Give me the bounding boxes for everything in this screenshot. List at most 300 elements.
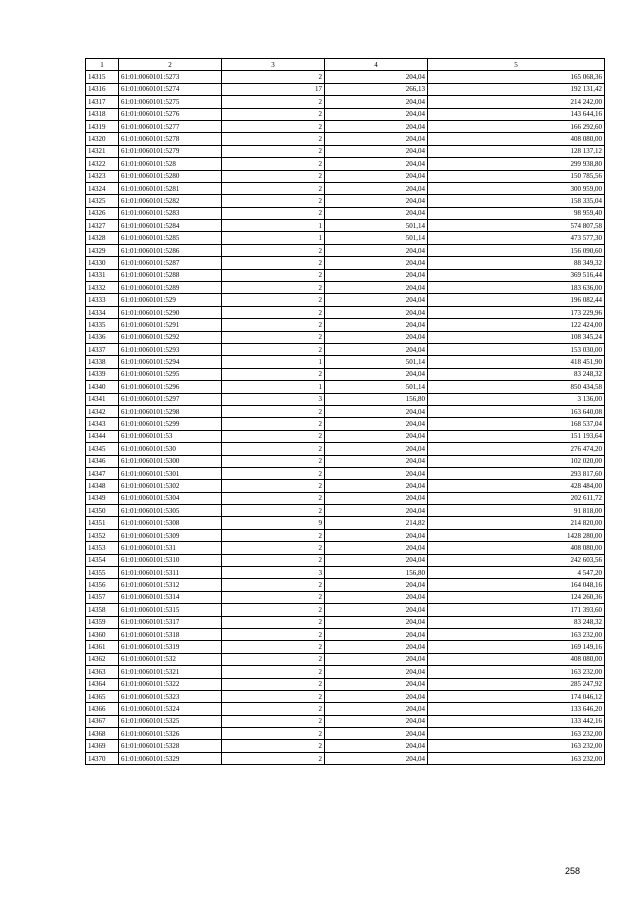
value-cell: 204,04 xyxy=(325,455,428,467)
table-row xyxy=(86,108,605,120)
quantity-cell: 2 xyxy=(222,678,325,690)
column-header-5: 5 xyxy=(428,59,605,71)
cadastral-number-cell: 61:01:0060101:5298 xyxy=(119,405,222,417)
row-number-cell: 14350 xyxy=(86,505,119,517)
table-row xyxy=(86,207,605,219)
quantity-cell: 1 xyxy=(222,220,325,232)
cadastral-number-cell: 61:01:0060101:5301 xyxy=(119,467,222,479)
table-row xyxy=(86,282,605,294)
total-cell: 153 030,00 xyxy=(428,343,605,355)
cadastral-number-cell: 61:01:0060101:5286 xyxy=(119,244,222,256)
row-number-cell: 14367 xyxy=(86,715,119,727)
table-row xyxy=(86,430,605,442)
cadastral-number-cell: 61:01:0060101:529 xyxy=(119,294,222,306)
value-cell: 204,04 xyxy=(325,108,428,120)
quantity-cell: 2 xyxy=(222,145,325,157)
cadastral-number-cell: 61:01:0060101:5274 xyxy=(119,83,222,95)
cadastral-number-cell: 61:01:0060101:5280 xyxy=(119,170,222,182)
total-cell: 163 232,00 xyxy=(428,752,605,764)
row-number-cell: 14339 xyxy=(86,368,119,380)
total-cell: 169 149,16 xyxy=(428,641,605,653)
table-row xyxy=(86,455,605,467)
cadastral-number-cell: 61:01:0060101:5290 xyxy=(119,306,222,318)
row-number-cell: 14330 xyxy=(86,257,119,269)
value-cell: 214,82 xyxy=(325,517,428,529)
value-cell: 204,04 xyxy=(325,158,428,170)
value-cell: 204,04 xyxy=(325,343,428,355)
header-row xyxy=(86,59,605,71)
table-row xyxy=(86,641,605,653)
table-row xyxy=(86,306,605,318)
value-cell: 204,04 xyxy=(325,133,428,145)
table-row xyxy=(86,96,605,108)
row-number-cell: 14356 xyxy=(86,579,119,591)
table-row xyxy=(86,232,605,244)
cadastral-number-cell: 61:01:0060101:5282 xyxy=(119,195,222,207)
row-number-cell: 14329 xyxy=(86,244,119,256)
quantity-cell: 2 xyxy=(222,71,325,83)
quantity-cell: 2 xyxy=(222,443,325,455)
table-row xyxy=(86,170,605,182)
value-cell: 204,04 xyxy=(325,703,428,715)
table-row xyxy=(86,480,605,492)
table-row xyxy=(86,616,605,628)
quantity-cell: 2 xyxy=(222,430,325,442)
row-number-cell: 14324 xyxy=(86,182,119,194)
row-number-cell: 14359 xyxy=(86,616,119,628)
value-cell: 204,04 xyxy=(325,294,428,306)
row-number-cell: 14319 xyxy=(86,120,119,132)
row-number-cell: 14361 xyxy=(86,641,119,653)
quantity-cell: 2 xyxy=(222,343,325,355)
row-number-cell: 14362 xyxy=(86,653,119,665)
cadastral-number-cell: 61:01:0060101:5287 xyxy=(119,257,222,269)
row-number-cell: 14323 xyxy=(86,170,119,182)
row-number-cell: 14343 xyxy=(86,418,119,430)
total-cell: 124 260,36 xyxy=(428,591,605,603)
total-cell: 163 232,00 xyxy=(428,666,605,678)
total-cell: 164 048,16 xyxy=(428,579,605,591)
cadastral-number-cell: 61:01:0060101:5293 xyxy=(119,343,222,355)
cadastral-number-cell: 61:01:0060101:5300 xyxy=(119,455,222,467)
quantity-cell: 2 xyxy=(222,690,325,702)
value-cell: 204,04 xyxy=(325,542,428,554)
table-row xyxy=(86,319,605,331)
row-number-cell: 14347 xyxy=(86,467,119,479)
quantity-cell: 2 xyxy=(222,455,325,467)
quantity-cell: 2 xyxy=(222,740,325,752)
total-cell: 165 068,36 xyxy=(428,71,605,83)
total-cell: 108 345,24 xyxy=(428,331,605,343)
column-header-4: 4 xyxy=(325,59,428,71)
quantity-cell: 2 xyxy=(222,120,325,132)
value-cell: 156,80 xyxy=(325,567,428,579)
table-row xyxy=(86,579,605,591)
row-number-cell: 14364 xyxy=(86,678,119,690)
total-cell: 408 080,00 xyxy=(428,542,605,554)
row-number-cell: 14333 xyxy=(86,294,119,306)
table-row xyxy=(86,604,605,616)
cadastral-number-cell: 61:01:0060101:5321 xyxy=(119,666,222,678)
cadastral-number-cell: 61:01:0060101:5284 xyxy=(119,220,222,232)
row-number-cell: 14325 xyxy=(86,195,119,207)
cadastral-number-cell: 61:01:0060101:5312 xyxy=(119,579,222,591)
total-cell: 183 636,00 xyxy=(428,282,605,294)
total-cell: 196 082,44 xyxy=(428,294,605,306)
cadastral-number-cell: 61:01:0060101:5297 xyxy=(119,393,222,405)
quantity-cell: 2 xyxy=(222,108,325,120)
total-cell: 122 424,00 xyxy=(428,319,605,331)
column-header-1: 1 xyxy=(86,59,119,71)
row-number-cell: 14341 xyxy=(86,393,119,405)
cadastral-number-cell: 61:01:0060101:5273 xyxy=(119,71,222,83)
quantity-cell: 3 xyxy=(222,567,325,579)
table-row xyxy=(86,666,605,678)
value-cell: 204,04 xyxy=(325,752,428,764)
total-cell: 163 232,00 xyxy=(428,628,605,640)
table-row xyxy=(86,71,605,83)
row-number-cell: 14318 xyxy=(86,108,119,120)
value-cell: 204,04 xyxy=(325,195,428,207)
quantity-cell: 2 xyxy=(222,604,325,616)
table-row xyxy=(86,133,605,145)
value-cell: 204,04 xyxy=(325,505,428,517)
table-row xyxy=(86,728,605,740)
row-number-cell: 14360 xyxy=(86,628,119,640)
table-row xyxy=(86,529,605,541)
table-row xyxy=(86,269,605,281)
quantity-cell: 17 xyxy=(222,83,325,95)
quantity-cell: 2 xyxy=(222,554,325,566)
total-cell: 91 818,00 xyxy=(428,505,605,517)
table-row xyxy=(86,740,605,752)
value-cell: 204,04 xyxy=(325,145,428,157)
quantity-cell: 2 xyxy=(222,182,325,194)
cadastral-number-cell: 61:01:0060101:5299 xyxy=(119,418,222,430)
cadastral-number-cell: 61:01:0060101:5294 xyxy=(119,356,222,368)
table-row xyxy=(86,492,605,504)
row-number-cell: 14351 xyxy=(86,517,119,529)
quantity-cell: 2 xyxy=(222,480,325,492)
cadastral-number-cell: 61:01:0060101:5275 xyxy=(119,96,222,108)
total-cell: 156 090,60 xyxy=(428,244,605,256)
cadastral-number-cell: 61:01:0060101:5281 xyxy=(119,182,222,194)
ledger-table xyxy=(85,58,605,765)
quantity-cell: 2 xyxy=(222,591,325,603)
cadastral-number-cell: 61:01:0060101:5309 xyxy=(119,529,222,541)
quantity-cell: 2 xyxy=(222,244,325,256)
ledger-body xyxy=(86,71,605,765)
cadastral-number-cell: 61:01:0060101:5302 xyxy=(119,480,222,492)
total-cell: 163 232,00 xyxy=(428,728,605,740)
table-row xyxy=(86,567,605,579)
table-row xyxy=(86,393,605,405)
quantity-cell: 2 xyxy=(222,628,325,640)
row-number-cell: 14337 xyxy=(86,343,119,355)
cadastral-number-cell: 61:01:0060101:5317 xyxy=(119,616,222,628)
total-cell: 214 242,00 xyxy=(428,96,605,108)
table-row xyxy=(86,505,605,517)
row-number-cell: 14369 xyxy=(86,740,119,752)
quantity-cell: 2 xyxy=(222,579,325,591)
total-cell: 408 080,00 xyxy=(428,133,605,145)
value-cell: 204,04 xyxy=(325,71,428,83)
table-row xyxy=(86,591,605,603)
value-cell: 204,04 xyxy=(325,480,428,492)
cadastral-number-cell: 61:01:0060101:5283 xyxy=(119,207,222,219)
row-number-cell: 14327 xyxy=(86,220,119,232)
cadastral-number-cell: 61:01:0060101:5328 xyxy=(119,740,222,752)
table-row xyxy=(86,443,605,455)
page-number: 258 xyxy=(565,866,581,876)
total-cell: 158 335,04 xyxy=(428,195,605,207)
table-row xyxy=(86,244,605,256)
total-cell: 88 349,32 xyxy=(428,257,605,269)
cadastral-number-cell: 61:01:0060101:5329 xyxy=(119,752,222,764)
cadastral-number-cell: 61:01:0060101:53 xyxy=(119,430,222,442)
table-row xyxy=(86,294,605,306)
cadastral-number-cell: 61:01:0060101:531 xyxy=(119,542,222,554)
table-row xyxy=(86,343,605,355)
table-row xyxy=(86,381,605,393)
total-cell: 1428 280,00 xyxy=(428,529,605,541)
row-number-cell: 14349 xyxy=(86,492,119,504)
table-row xyxy=(86,517,605,529)
quantity-cell: 9 xyxy=(222,517,325,529)
value-cell: 204,04 xyxy=(325,591,428,603)
value-cell: 204,04 xyxy=(325,430,428,442)
table-row xyxy=(86,418,605,430)
quantity-cell: 2 xyxy=(222,257,325,269)
quantity-cell: 2 xyxy=(222,703,325,715)
row-number-cell: 14336 xyxy=(86,331,119,343)
total-cell: 83 248,32 xyxy=(428,368,605,380)
table-row xyxy=(86,715,605,727)
table-row xyxy=(86,542,605,554)
total-cell: 408 080,00 xyxy=(428,653,605,665)
quantity-cell: 2 xyxy=(222,269,325,281)
cadastral-number-cell: 61:01:0060101:5296 xyxy=(119,381,222,393)
value-cell: 204,04 xyxy=(325,331,428,343)
value-cell: 204,04 xyxy=(325,282,428,294)
value-cell: 204,04 xyxy=(325,96,428,108)
column-header-3: 3 xyxy=(222,59,325,71)
quantity-cell: 2 xyxy=(222,158,325,170)
table-row xyxy=(86,690,605,702)
total-cell: 300 959,00 xyxy=(428,182,605,194)
cadastral-number-cell: 61:01:0060101:5323 xyxy=(119,690,222,702)
total-cell: 163 232,00 xyxy=(428,740,605,752)
table-row xyxy=(86,257,605,269)
cadastral-number-cell: 61:01:0060101:5311 xyxy=(119,567,222,579)
value-cell: 204,04 xyxy=(325,740,428,752)
total-cell: 285 247,92 xyxy=(428,678,605,690)
total-cell: 850 434,58 xyxy=(428,381,605,393)
table-row xyxy=(86,678,605,690)
total-cell: 150 785,56 xyxy=(428,170,605,182)
row-number-cell: 14334 xyxy=(86,306,119,318)
table-row xyxy=(86,158,605,170)
row-number-cell: 14365 xyxy=(86,690,119,702)
row-number-cell: 14320 xyxy=(86,133,119,145)
quantity-cell: 2 xyxy=(222,306,325,318)
quantity-cell: 2 xyxy=(222,170,325,182)
total-cell: 133 646,20 xyxy=(428,703,605,715)
total-cell: 369 516,44 xyxy=(428,269,605,281)
quantity-cell: 2 xyxy=(222,195,325,207)
table-row xyxy=(86,220,605,232)
row-number-cell: 14345 xyxy=(86,443,119,455)
row-number-cell: 14358 xyxy=(86,604,119,616)
quantity-cell: 2 xyxy=(222,653,325,665)
row-number-cell: 14357 xyxy=(86,591,119,603)
total-cell: 98 959,40 xyxy=(428,207,605,219)
value-cell: 204,04 xyxy=(325,579,428,591)
table-row xyxy=(86,628,605,640)
table-row xyxy=(86,356,605,368)
quantity-cell: 2 xyxy=(222,715,325,727)
value-cell: 204,04 xyxy=(325,728,428,740)
value-cell: 204,04 xyxy=(325,306,428,318)
value-cell: 204,04 xyxy=(325,616,428,628)
cadastral-number-cell: 61:01:0060101:528 xyxy=(119,158,222,170)
cadastral-number-cell: 61:01:0060101:5305 xyxy=(119,505,222,517)
row-number-cell: 14321 xyxy=(86,145,119,157)
total-cell: 428 484,00 xyxy=(428,480,605,492)
quantity-cell: 3 xyxy=(222,393,325,405)
value-cell: 204,04 xyxy=(325,641,428,653)
quantity-cell: 2 xyxy=(222,666,325,678)
table-row xyxy=(86,120,605,132)
value-cell: 204,04 xyxy=(325,604,428,616)
total-cell: 151 193,64 xyxy=(428,430,605,442)
value-cell: 204,04 xyxy=(325,492,428,504)
column-header-2: 2 xyxy=(119,59,222,71)
table-row xyxy=(86,554,605,566)
value-cell: 204,04 xyxy=(325,418,428,430)
row-number-cell: 14338 xyxy=(86,356,119,368)
quantity-cell: 2 xyxy=(222,294,325,306)
row-number-cell: 14353 xyxy=(86,542,119,554)
quantity-cell: 1 xyxy=(222,381,325,393)
row-number-cell: 14363 xyxy=(86,666,119,678)
quantity-cell: 2 xyxy=(222,319,325,331)
value-cell: 204,04 xyxy=(325,207,428,219)
row-number-cell: 14322 xyxy=(86,158,119,170)
quantity-cell: 2 xyxy=(222,133,325,145)
value-cell: 204,04 xyxy=(325,529,428,541)
cadastral-number-cell: 61:01:0060101:5308 xyxy=(119,517,222,529)
quantity-cell: 2 xyxy=(222,616,325,628)
total-cell: 473 577,30 xyxy=(428,232,605,244)
row-number-cell: 14342 xyxy=(86,405,119,417)
row-number-cell: 14352 xyxy=(86,529,119,541)
quantity-cell: 2 xyxy=(222,529,325,541)
quantity-cell: 2 xyxy=(222,505,325,517)
row-number-cell: 14331 xyxy=(86,269,119,281)
table-row xyxy=(86,195,605,207)
cadastral-number-cell: 61:01:0060101:5326 xyxy=(119,728,222,740)
table-row xyxy=(86,653,605,665)
cadastral-number-cell: 61:01:0060101:5289 xyxy=(119,282,222,294)
cadastral-number-cell: 61:01:0060101:530 xyxy=(119,443,222,455)
cadastral-number-cell: 61:01:0060101:5295 xyxy=(119,368,222,380)
table-row xyxy=(86,703,605,715)
cadastral-number-cell: 61:01:0060101:5315 xyxy=(119,604,222,616)
total-cell: 133 442,16 xyxy=(428,715,605,727)
total-cell: 574 807,58 xyxy=(428,220,605,232)
cadastral-number-cell: 61:01:0060101:5322 xyxy=(119,678,222,690)
value-cell: 204,04 xyxy=(325,678,428,690)
value-cell: 204,04 xyxy=(325,653,428,665)
value-cell: 204,04 xyxy=(325,319,428,331)
row-number-cell: 14370 xyxy=(86,752,119,764)
quantity-cell: 2 xyxy=(222,752,325,764)
total-cell: 214 820,00 xyxy=(428,517,605,529)
total-cell: 242 603,56 xyxy=(428,554,605,566)
quantity-cell: 2 xyxy=(222,641,325,653)
total-cell: 168 537,04 xyxy=(428,418,605,430)
total-cell: 166 292,60 xyxy=(428,120,605,132)
table-row xyxy=(86,182,605,194)
cadastral-number-cell: 61:01:0060101:5325 xyxy=(119,715,222,727)
total-cell: 276 474,20 xyxy=(428,443,605,455)
row-number-cell: 14348 xyxy=(86,480,119,492)
total-cell: 4 547,20 xyxy=(428,567,605,579)
cadastral-number-cell: 61:01:0060101:5310 xyxy=(119,554,222,566)
value-cell: 204,04 xyxy=(325,554,428,566)
cadastral-number-cell: 61:01:0060101:5278 xyxy=(119,133,222,145)
cadastral-number-cell: 61:01:0060101:5277 xyxy=(119,120,222,132)
cadastral-number-cell: 61:01:0060101:532 xyxy=(119,653,222,665)
value-cell: 204,04 xyxy=(325,405,428,417)
table-row xyxy=(86,83,605,95)
cadastral-number-cell: 61:01:0060101:5319 xyxy=(119,641,222,653)
row-number-cell: 14317 xyxy=(86,96,119,108)
value-cell: 204,04 xyxy=(325,120,428,132)
value-cell: 266,13 xyxy=(325,83,428,95)
cadastral-number-cell: 61:01:0060101:5304 xyxy=(119,492,222,504)
value-cell: 501,14 xyxy=(325,381,428,393)
value-cell: 204,04 xyxy=(325,443,428,455)
table-row xyxy=(86,405,605,417)
cadastral-number-cell: 61:01:0060101:5324 xyxy=(119,703,222,715)
value-cell: 204,04 xyxy=(325,269,428,281)
total-cell: 3 136,00 xyxy=(428,393,605,405)
value-cell: 204,04 xyxy=(325,628,428,640)
value-cell: 501,14 xyxy=(325,220,428,232)
quantity-cell: 2 xyxy=(222,207,325,219)
row-number-cell: 14366 xyxy=(86,703,119,715)
quantity-cell: 2 xyxy=(222,331,325,343)
row-number-cell: 14340 xyxy=(86,381,119,393)
total-cell: 173 229,96 xyxy=(428,306,605,318)
row-number-cell: 14315 xyxy=(86,71,119,83)
quantity-cell: 2 xyxy=(222,467,325,479)
row-number-cell: 14368 xyxy=(86,728,119,740)
total-cell: 299 938,80 xyxy=(428,158,605,170)
cadastral-number-cell: 61:01:0060101:5279 xyxy=(119,145,222,157)
quantity-cell: 2 xyxy=(222,405,325,417)
value-cell: 204,04 xyxy=(325,467,428,479)
row-number-cell: 14354 xyxy=(86,554,119,566)
total-cell: 163 640,08 xyxy=(428,405,605,417)
row-number-cell: 14335 xyxy=(86,319,119,331)
quantity-cell: 2 xyxy=(222,368,325,380)
table-row xyxy=(86,145,605,157)
cadastral-number-cell: 61:01:0060101:5292 xyxy=(119,331,222,343)
total-cell: 128 137,12 xyxy=(428,145,605,157)
